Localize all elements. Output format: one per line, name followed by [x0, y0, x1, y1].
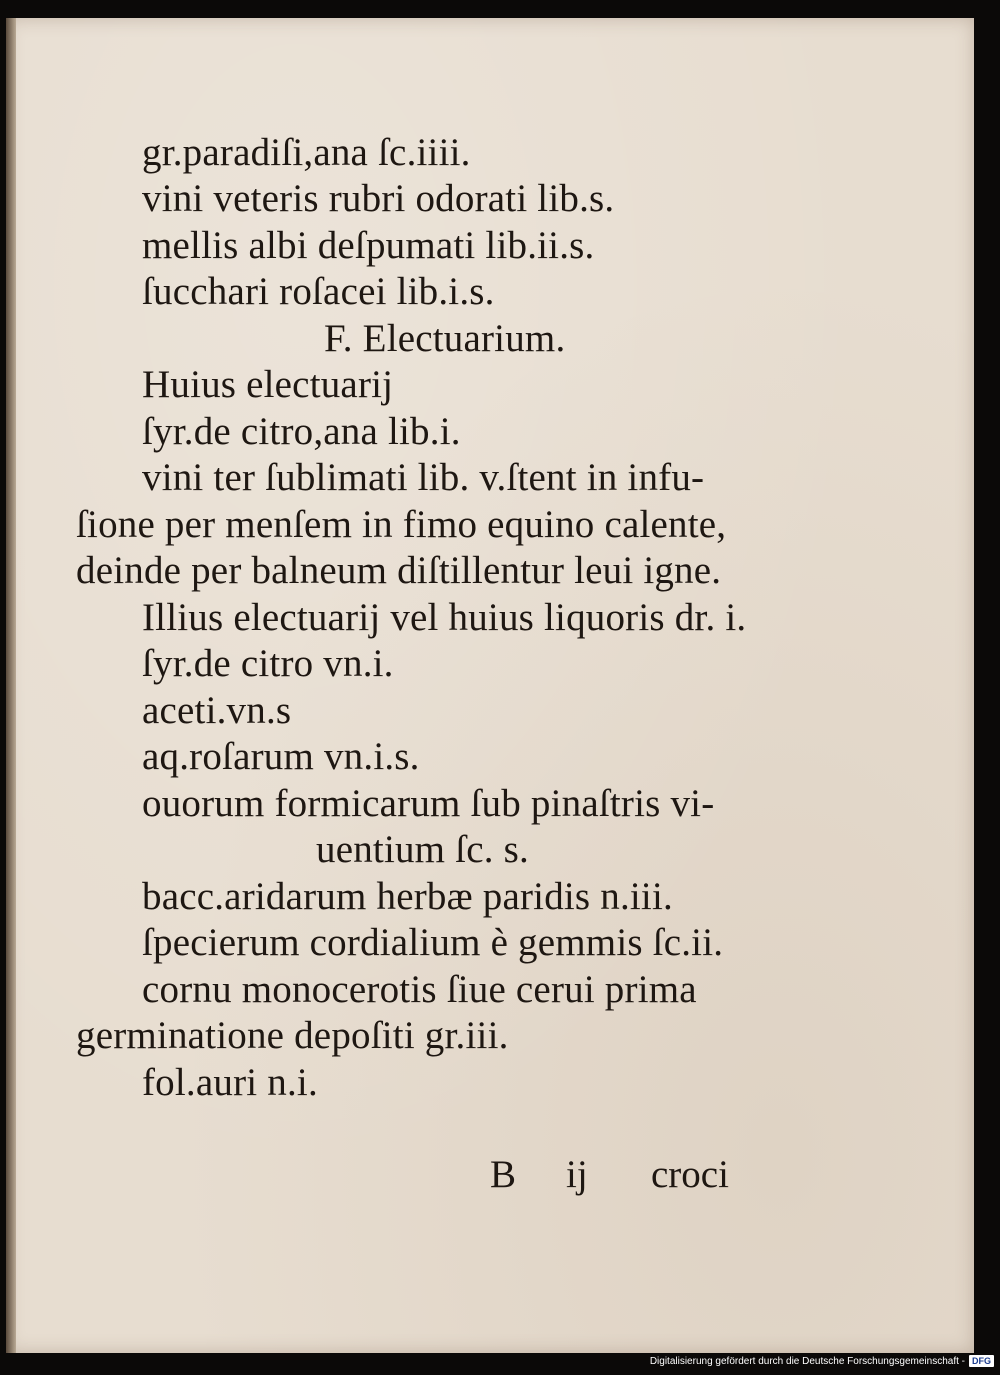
- text-line: deinde per balneum diſtillentur leui igne.: [76, 549, 722, 592]
- text-line: uentium ſc. s.: [316, 828, 529, 871]
- text-line: ſyr.de citro,ana lib.i.: [142, 410, 461, 453]
- text-line: aq.roſarum vn.i.s.: [142, 735, 420, 778]
- digitization-credit: [650, 1353, 994, 1369]
- dfg-logo: DFG: [969, 1355, 994, 1367]
- section-heading: F. Electuarium.: [324, 317, 566, 360]
- text-line: germinatione depoſiti gr.iii.: [76, 1014, 509, 1057]
- text-line: bacc.aridarum herbæ paridis n.iii.: [142, 875, 673, 918]
- book-page: [6, 18, 974, 1353]
- text-line: ſpecierum cordialium è gemmis ſc.ii.: [142, 921, 724, 964]
- credit-text: Digitalisierung gefördert durch die Deutsche Forschungsgemeinschaft -: [649, 1355, 965, 1367]
- text-line: vini veteris rubri odorati lib.s.: [142, 177, 615, 220]
- catchword: croci: [651, 1153, 729, 1196]
- text-line: ſione per menſem in fimo equino calente,: [76, 503, 727, 546]
- text-line: ouorum formicarum ſub pinaſtris vi-: [142, 782, 715, 825]
- text-line: cornu monocerotis ſiue cerui prima: [142, 968, 697, 1011]
- text-line: fol.auri n.i.: [142, 1061, 318, 1104]
- text-line: Illius electuarij vel huius liquoris dr. i.: [142, 596, 747, 639]
- text-line: vini ter ſublimati lib. v.ſtent in infu-: [142, 456, 705, 499]
- text-line: ſyr.de citro vn.i.: [142, 642, 394, 685]
- text-line: mellis albi deſpumati lib.ii.s.: [142, 224, 595, 267]
- text-line: aceti.vn.s: [142, 689, 292, 732]
- signature-number: ij: [566, 1153, 588, 1196]
- text-line: ſucchari roſacei lib.i.s.: [142, 270, 495, 313]
- page-text: [6, 18, 974, 1353]
- signature-mark: B: [490, 1153, 517, 1196]
- text-line: Huius electuarij: [142, 363, 394, 406]
- text-line: gr.paradiſi,ana ſc.iiii.: [142, 131, 471, 174]
